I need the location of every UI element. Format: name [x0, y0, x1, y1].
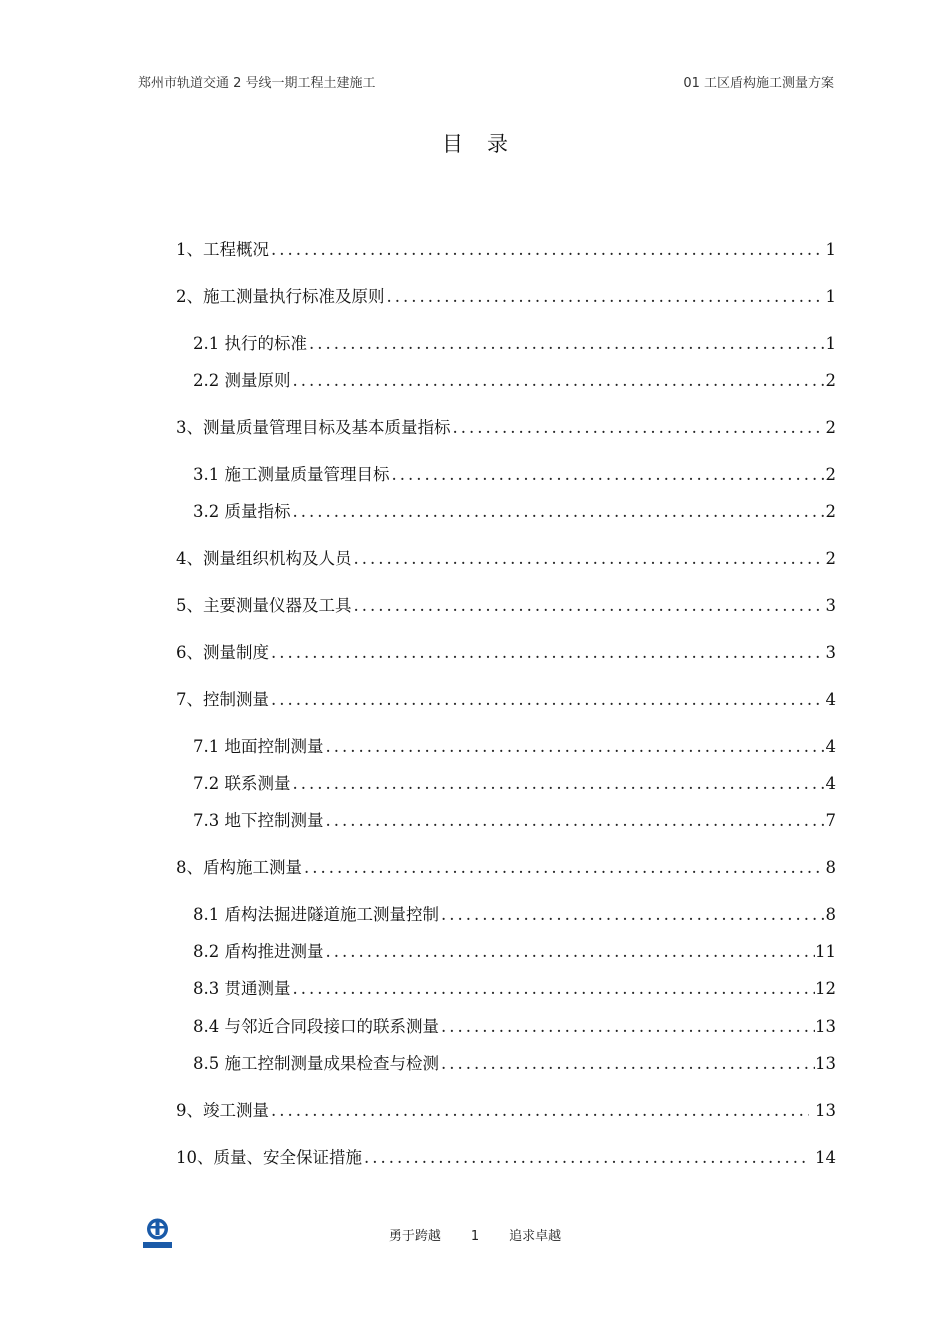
- toc-entry-label: 7.1 地面控制测量: [193, 737, 324, 756]
- page-title: 目录: [442, 132, 532, 156]
- toc-leader-dots: [271, 690, 820, 709]
- toc-entry[interactable]: [193, 1050, 836, 1074]
- toc-leader-dots: [293, 979, 816, 998]
- toc-entry[interactable]: [193, 330, 836, 354]
- toc-entry[interactable]: [193, 770, 836, 794]
- toc-entry-page: 2: [825, 502, 836, 521]
- toc-entry-page: 12: [815, 979, 836, 998]
- toc-entry[interactable]: [176, 639, 836, 663]
- toc-entry-page: 11: [815, 942, 836, 961]
- toc-entry-label: 5、主要测量仪器及工具: [176, 596, 352, 615]
- toc-entry-page: 2: [825, 549, 836, 568]
- toc-entry[interactable]: [193, 975, 836, 999]
- toc-entry-label: 8.3 贯通测量: [193, 979, 291, 998]
- toc-entry[interactable]: [193, 498, 836, 522]
- toc-entry[interactable]: [176, 1144, 836, 1168]
- toc-entry-label: 4、测量组织机构及人员: [176, 549, 352, 568]
- footer-slogan-left: 勇于跨越: [388, 1229, 441, 1244]
- toc-entry[interactable]: [176, 686, 836, 710]
- toc-entry-page: 13: [815, 1101, 836, 1120]
- toc-entry-label: 2.2 测量原则: [193, 371, 291, 390]
- toc-entry[interactable]: [176, 854, 836, 878]
- toc-entry-page: 3: [825, 596, 836, 615]
- toc-entry[interactable]: [193, 1013, 836, 1037]
- toc-leader-dots: [364, 1148, 809, 1167]
- toc-entry-label: 8.4 与邻近合同段接口的联系测量: [193, 1017, 439, 1036]
- toc-entry[interactable]: [176, 545, 836, 569]
- toc-entry-label: 8.2 盾构推进测量: [193, 942, 324, 961]
- toc-leader-dots: [293, 371, 826, 390]
- toc-entry-label: 10、质量、安全保证措施: [176, 1148, 362, 1167]
- toc-leader-dots: [441, 1017, 815, 1036]
- toc-entry-page: 8: [825, 858, 836, 877]
- toc-entry-label: 8、盾构施工测量: [176, 858, 302, 877]
- toc-entry-page: 13: [815, 1054, 836, 1073]
- toc-entry-label: 7.3 地下控制测量: [193, 811, 324, 830]
- toc-entry[interactable]: [193, 938, 836, 962]
- toc-entry-page: 1: [825, 240, 836, 259]
- toc-leader-dots: [304, 858, 820, 877]
- toc-entry-page: 2: [825, 465, 836, 484]
- toc-entry-label: 9、竣工测量: [176, 1101, 269, 1120]
- toc-leader-dots: [271, 643, 820, 662]
- toc-entry[interactable]: [176, 592, 836, 616]
- page-header-left: 郑州市轨道交通 2 号线一期工程土建施工: [138, 76, 376, 91]
- toc-entry-page: 3: [825, 643, 836, 662]
- toc-leader-dots: [271, 240, 820, 259]
- toc-leader-dots: [354, 596, 820, 615]
- toc-entry-page: 14: [815, 1148, 836, 1167]
- toc-entry-page: 2: [825, 418, 836, 437]
- toc-entry-label: 3.2 质量指标: [193, 502, 291, 521]
- toc-entry[interactable]: [193, 461, 836, 485]
- toc-leader-dots: [441, 1054, 815, 1073]
- toc-entry-page: 13: [815, 1017, 836, 1036]
- toc-entry-page: 1: [825, 334, 836, 353]
- toc-entry-label: 3、测量质量管理目标及基本质量指标: [176, 418, 451, 437]
- toc-leader-dots: [309, 334, 826, 353]
- toc-leader-dots: [392, 465, 826, 484]
- toc-leader-dots: [326, 942, 816, 961]
- toc-entry-page: 1: [825, 287, 836, 306]
- toc-entry-label: 7.2 联系测量: [193, 774, 291, 793]
- toc-leader-dots: [441, 905, 826, 924]
- toc-leader-dots: [326, 737, 826, 756]
- toc-entry[interactable]: [193, 901, 836, 925]
- footer-page-number: 1: [470, 1229, 480, 1244]
- toc-entry-label: 2、施工测量执行标准及原则: [176, 287, 385, 306]
- toc-leader-dots: [453, 418, 820, 437]
- footer-slogan-right: 追求卓越: [509, 1229, 562, 1244]
- toc-entry-label: 8.5 施工控制测量成果检查与检测: [193, 1054, 439, 1073]
- toc-entry-label: 8.1 盾构法掘进隧道施工测量控制: [193, 905, 439, 924]
- page-footer: [0, 1225, 950, 1244]
- toc-entry-label: 3.1 施工测量质量管理目标: [193, 465, 390, 484]
- page-header-right: 01 工区盾构施工测量方案: [683, 76, 834, 91]
- toc-entry-label: 1、工程概况: [176, 240, 269, 259]
- toc-entry[interactable]: [193, 807, 836, 831]
- toc-leader-dots: [293, 502, 826, 521]
- toc-entry[interactable]: [176, 1097, 836, 1121]
- toc-leader-dots: [326, 811, 826, 830]
- toc-entry[interactable]: [176, 414, 836, 438]
- toc-entry[interactable]: [193, 733, 836, 757]
- toc-entry-page: 7: [825, 811, 836, 830]
- toc-entry[interactable]: [176, 236, 836, 260]
- toc-entry-page: 8: [825, 905, 836, 924]
- toc-entry-label: 2.1 执行的标准: [193, 334, 307, 353]
- toc-entry-page: 4: [825, 737, 836, 756]
- toc-entry-page: 2: [825, 371, 836, 390]
- toc-entry-label: 7、控制测量: [176, 690, 269, 709]
- toc-entry-page: 4: [825, 690, 836, 709]
- toc-leader-dots: [271, 1101, 809, 1120]
- toc-entry-page: 4: [825, 774, 836, 793]
- toc-leader-dots: [387, 287, 820, 306]
- toc-leader-dots: [293, 774, 826, 793]
- toc-leader-dots: [354, 549, 820, 568]
- toc-entry[interactable]: [176, 283, 836, 307]
- toc-entry-label: 6、测量制度: [176, 643, 269, 662]
- toc-entry[interactable]: [193, 367, 836, 391]
